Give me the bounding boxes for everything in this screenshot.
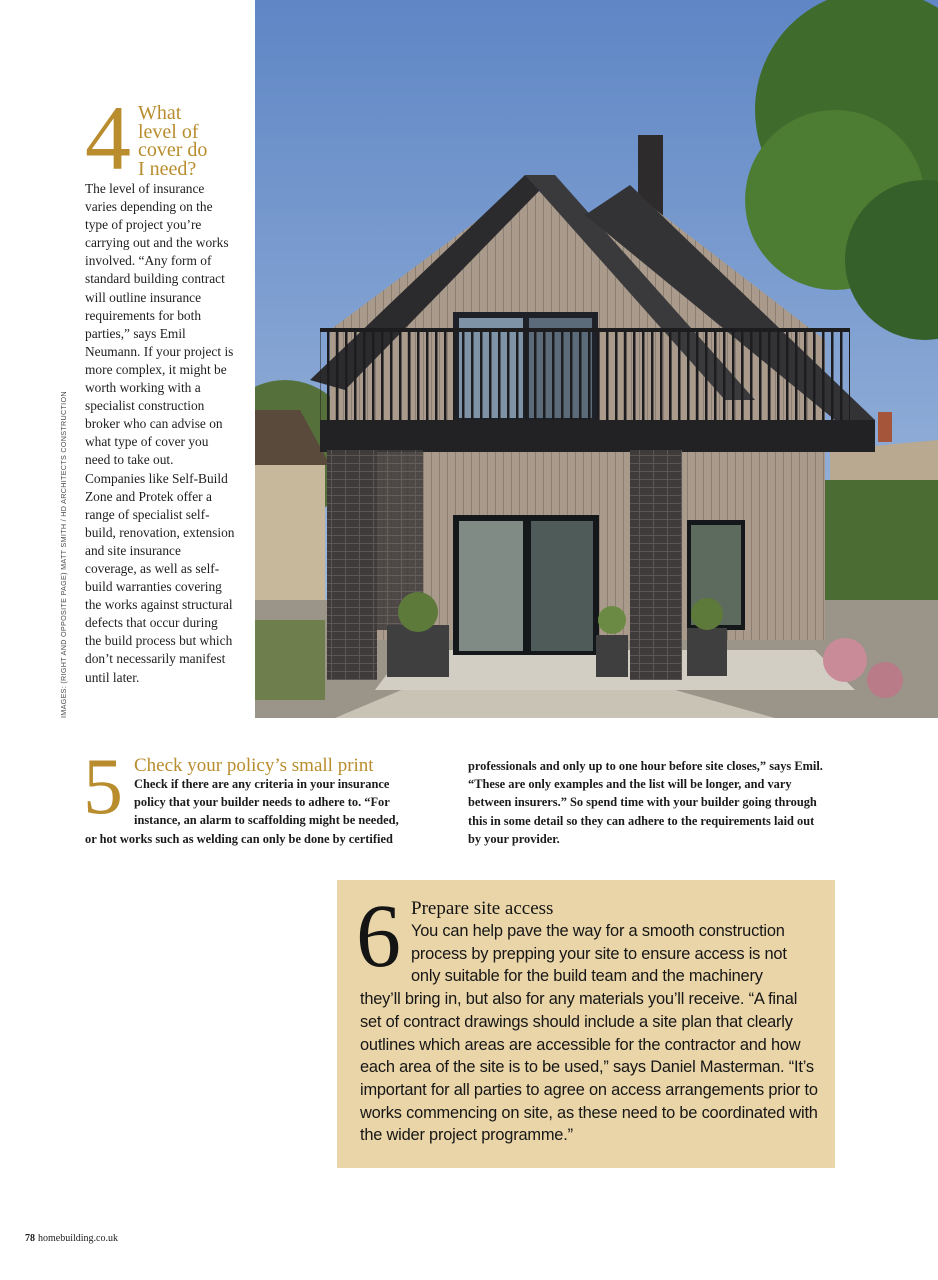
photo-credit: IMAGES: (RIGHT AND OPPOSITE PAGE) MATT SMITH / HD ARCHITECTS CONSTRUCTION bbox=[59, 391, 68, 718]
section-6-box bbox=[337, 880, 835, 1168]
house-photo bbox=[255, 0, 938, 718]
section-5 bbox=[83, 743, 830, 848]
section-6-number: 6 bbox=[356, 887, 401, 986]
section-4-body: The level of insurance varies depending on the type of project you’re carrying out and the works involved. “Any form of standard building contract will outline insurance requirements for both parties,” says Emil Neumann. If your project is more complex, it might be worth working with a specialist construction broker who can advise on what type of cover you need to take out. Companies like Self-Build Zone and Protek offer a range of specialist self-build, renovation, extension and site insurance coverage, as well as self-build warranties covering the works against structural defects that occur during the build process but which don’t necessarily manifest until later. bbox=[85, 181, 235, 685]
section-5-number: 5 bbox=[83, 743, 123, 831]
footer-site: homebuilding.co.uk bbox=[38, 1233, 118, 1244]
section-5-column-2: professionals and only up to one hour before site closes,” says Emil. “These are only examples and the list will be longer, and vary between insurers.” So spend time with your builder going through this in some detail so they can adhere to the requirements laid out by your provider. bbox=[468, 759, 823, 846]
section-6-body: You can help pave the way for a smooth construction process by prepping your site to ensure access is not only suitable for the build team and the machinery they’ll bring in, but also for any materials you’ll receive. “A final set of contract drawings should include a site plan that clearly outlines which areas are accessible for the contractor and how each area of the site is to be used,” says Daniel Masterman. “It’s important for all parties to agree on access arrangements prior to works commencing on site, as these need to be coordinated with the wider project programme.” bbox=[360, 922, 818, 1145]
section-5-heading: Check your policy’s small print bbox=[134, 755, 374, 776]
section-4 bbox=[85, 87, 235, 687]
section-5-column-1: Check if there are any criteria in your insurance policy that your builder needs to adhere to. “For instance, an alarm to scaffolding might be needed, or hot works such as welding can only be done by certified bbox=[85, 777, 399, 846]
section-6-heading: Prepare site access bbox=[411, 898, 554, 919]
page-number: 78 bbox=[25, 1233, 35, 1244]
section-4-heading: What level of cover do I need? bbox=[138, 102, 208, 180]
section-4-number: 4 bbox=[85, 87, 131, 189]
page-footer bbox=[25, 1233, 118, 1244]
